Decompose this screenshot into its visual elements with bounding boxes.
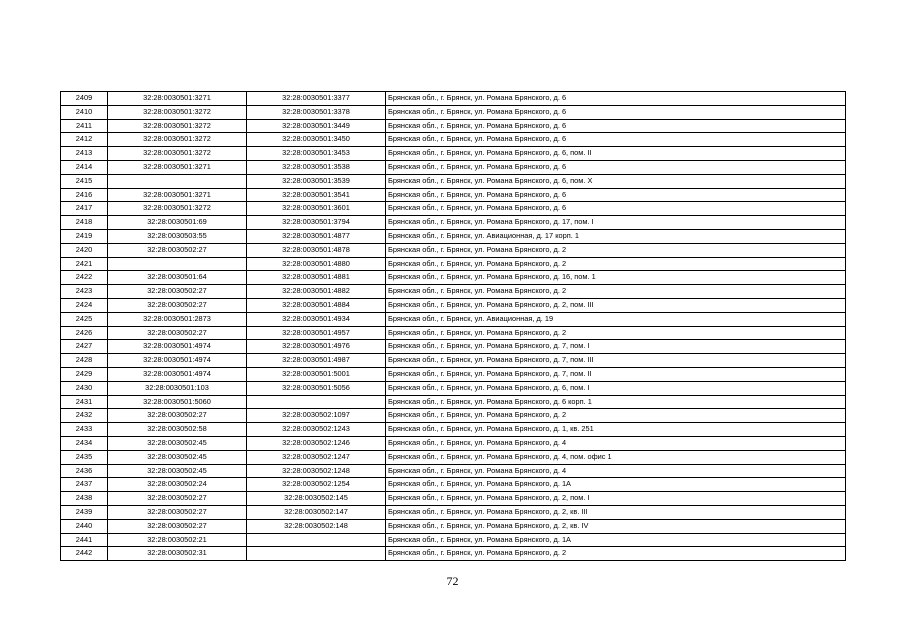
table-row — [61, 505, 846, 519]
address-cell: Брянская обл., г. Брянск, ул. Романа Брянского, д. 2, пом. I — [386, 492, 846, 506]
table-row — [61, 519, 846, 533]
row-number-cell: 2432 — [61, 409, 108, 423]
table-row — [61, 478, 846, 492]
table-row — [61, 436, 846, 450]
parcel-cadastral-number-cell: 32:28:0030502:27 — [108, 285, 247, 299]
parcel-cadastral-number-cell: 32:28:0030501:2873 — [108, 312, 247, 326]
object-cadastral-number-cell: 32:28:0030501:3378 — [247, 105, 386, 119]
table-row — [61, 367, 846, 381]
object-cadastral-number-cell: 32:28:0030501:3538 — [247, 160, 386, 174]
object-cadastral-number-cell: 32:28:0030501:4934 — [247, 312, 386, 326]
table-row — [61, 202, 846, 216]
address-cell: Брянская обл., г. Брянск, ул. Романа Брянского, д. 6 — [386, 119, 846, 133]
object-cadastral-number-cell: 32:28:0030501:4878 — [247, 243, 386, 257]
object-cadastral-number-cell: 32:28:0030501:5001 — [247, 367, 386, 381]
address-cell: Брянская обл., г. Брянск, ул. Романа Брянского, д. 2, кв. III — [386, 505, 846, 519]
object-cadastral-number-cell: 32:28:0030501:3539 — [247, 174, 386, 188]
row-number-cell: 2440 — [61, 519, 108, 533]
parcel-cadastral-number-cell: 32:28:0030501:3272 — [108, 147, 247, 161]
table-row — [61, 271, 846, 285]
row-number-cell: 2411 — [61, 119, 108, 133]
table-row — [61, 298, 846, 312]
address-cell: Брянская обл., г. Брянск, ул. Романа Брянского, д. 1А — [386, 478, 846, 492]
table-row — [61, 243, 846, 257]
row-number-cell: 2418 — [61, 216, 108, 230]
parcel-cadastral-number-cell: 32:28:0030502:27 — [108, 409, 247, 423]
row-number-cell: 2419 — [61, 229, 108, 243]
row-number-cell: 2412 — [61, 133, 108, 147]
registry-table-body — [61, 92, 846, 561]
address-cell: Брянская обл., г. Брянск, ул. Романа Брянского, д. 7, пом. II — [386, 367, 846, 381]
address-cell: Брянская обл., г. Брянск, ул. Романа Брянского, д. 6 — [386, 92, 846, 106]
address-cell: Брянская обл., г. Брянск, ул. Романа Брянского, д. 6 — [386, 188, 846, 202]
table-row — [61, 464, 846, 478]
address-cell: Брянская обл., г. Брянск, ул. Романа Брянского, д. 2, пом. III — [386, 298, 846, 312]
object-cadastral-number-cell: 32:28:0030501:4880 — [247, 257, 386, 271]
object-cadastral-number-cell — [247, 395, 386, 409]
parcel-cadastral-number-cell: 32:28:0030501:103 — [108, 381, 247, 395]
address-cell: Брянская обл., г. Брянск, ул. Романа Брянского, д. 4 — [386, 436, 846, 450]
table-row — [61, 160, 846, 174]
object-cadastral-number-cell: 32:28:0030501:4884 — [247, 298, 386, 312]
parcel-cadastral-number-cell: 32:28:0030502:27 — [108, 298, 247, 312]
address-cell: Брянская обл., г. Брянск, ул. Романа Брянского, д. 2 — [386, 409, 846, 423]
address-cell: Брянская обл., г. Брянск, ул. Романа Брянского, д. 6, пом. II — [386, 147, 846, 161]
parcel-cadastral-number-cell: 32:28:0030501:69 — [108, 216, 247, 230]
parcel-cadastral-number-cell: 32:28:0030502:21 — [108, 533, 247, 547]
table-row — [61, 326, 846, 340]
address-cell: Брянская обл., г. Брянск, ул. Романа Брянского, д. 17, пом. I — [386, 216, 846, 230]
table-row — [61, 174, 846, 188]
address-cell: Брянская обл., г. Брянск, ул. Романа Брянского, д. 7, пом. III — [386, 354, 846, 368]
row-number-cell: 2434 — [61, 436, 108, 450]
object-cadastral-number-cell: 32:28:0030501:3453 — [247, 147, 386, 161]
parcel-cadastral-number-cell: 32:28:0030501:3272 — [108, 105, 247, 119]
parcel-cadastral-number-cell: 32:28:0030501:3271 — [108, 160, 247, 174]
address-cell: Брянская обл., г. Брянск, ул. Романа Брянского, д. 6 — [386, 133, 846, 147]
object-cadastral-number-cell: 32:28:0030501:4877 — [247, 229, 386, 243]
parcel-cadastral-number-cell: 32:28:0030502:27 — [108, 505, 247, 519]
address-cell: Брянская обл., г. Брянск, ул. Романа Брянского, д. 1, кв. 251 — [386, 423, 846, 437]
parcel-cadastral-number-cell: 32:28:0030501:3272 — [108, 119, 247, 133]
address-cell: Брянская обл., г. Брянск, ул. Романа Брянского, д. 6 — [386, 160, 846, 174]
object-cadastral-number-cell — [247, 533, 386, 547]
cadastral-registry-table — [60, 91, 846, 561]
table-row — [61, 312, 846, 326]
row-number-cell: 2415 — [61, 174, 108, 188]
parcel-cadastral-number-cell: 32:28:0030501:5060 — [108, 395, 247, 409]
object-cadastral-number-cell: 32:28:0030501:3794 — [247, 216, 386, 230]
page-number: 72 — [446, 574, 459, 588]
row-number-cell: 2426 — [61, 326, 108, 340]
address-cell: Брянская обл., г. Брянск, ул. Романа Брянского, д. 2 — [386, 547, 846, 561]
row-number-cell: 2420 — [61, 243, 108, 257]
parcel-cadastral-number-cell — [108, 257, 247, 271]
parcel-cadastral-number-cell: 32:28:0030501:4974 — [108, 340, 247, 354]
parcel-cadastral-number-cell: 32:28:0030501:4974 — [108, 354, 247, 368]
object-cadastral-number-cell: 32:28:0030502:1248 — [247, 464, 386, 478]
table-row — [61, 133, 846, 147]
table-row — [61, 340, 846, 354]
row-number-cell: 2409 — [61, 92, 108, 106]
object-cadastral-number-cell: 32:28:0030502:1243 — [247, 423, 386, 437]
address-cell: Брянская обл., г. Брянск, ул. Романа Брянского, д. 6 корп. 1 — [386, 395, 846, 409]
object-cadastral-number-cell: 32:28:0030501:4976 — [247, 340, 386, 354]
table-row — [61, 450, 846, 464]
address-cell: Брянская обл., г. Брянск, ул. Романа Брянского, д. 4 — [386, 464, 846, 478]
object-cadastral-number-cell: 32:28:0030502:148 — [247, 519, 386, 533]
row-number-cell: 2435 — [61, 450, 108, 464]
row-number-cell: 2436 — [61, 464, 108, 478]
row-number-cell: 2438 — [61, 492, 108, 506]
object-cadastral-number-cell — [247, 547, 386, 561]
row-number-cell: 2423 — [61, 285, 108, 299]
object-cadastral-number-cell: 32:28:0030501:3377 — [247, 92, 386, 106]
parcel-cadastral-number-cell: 32:28:0030502:24 — [108, 478, 247, 492]
row-number-cell: 2427 — [61, 340, 108, 354]
parcel-cadastral-number-cell: 32:28:0030502:31 — [108, 547, 247, 561]
address-cell: Брянская обл., г. Брянск, ул. Авиационная, д. 17 корп. 1 — [386, 229, 846, 243]
object-cadastral-number-cell: 32:28:0030501:4987 — [247, 354, 386, 368]
parcel-cadastral-number-cell: 32:28:0030501:3272 — [108, 202, 247, 216]
parcel-cadastral-number-cell: 32:28:0030502:27 — [108, 492, 247, 506]
row-number-cell: 2421 — [61, 257, 108, 271]
row-number-cell: 2429 — [61, 367, 108, 381]
row-number-cell: 2417 — [61, 202, 108, 216]
row-number-cell: 2410 — [61, 105, 108, 119]
table-row — [61, 105, 846, 119]
row-number-cell: 2431 — [61, 395, 108, 409]
parcel-cadastral-number-cell: 32:28:0030502:27 — [108, 243, 247, 257]
table-row — [61, 381, 846, 395]
address-cell: Брянская обл., г. Брянск, ул. Романа Брянского, д. 2 — [386, 257, 846, 271]
table-row — [61, 285, 846, 299]
object-cadastral-number-cell: 32:28:0030502:1254 — [247, 478, 386, 492]
address-cell: Брянская обл., г. Брянск, ул. Романа Брянского, д. 7, пом. I — [386, 340, 846, 354]
object-cadastral-number-cell: 32:28:0030502:1247 — [247, 450, 386, 464]
table-row — [61, 533, 846, 547]
object-cadastral-number-cell: 32:28:0030502:1097 — [247, 409, 386, 423]
row-number-cell: 2437 — [61, 478, 108, 492]
row-number-cell: 2430 — [61, 381, 108, 395]
address-cell: Брянская обл., г. Брянск, ул. Романа Брянского, д. 6, пом. X — [386, 174, 846, 188]
address-cell: Брянская обл., г. Брянск, ул. Романа Брянского, д. 4, пом. офис 1 — [386, 450, 846, 464]
address-cell: Брянская обл., г. Брянск, ул. Романа Брянского, д. 2 — [386, 243, 846, 257]
address-cell: Брянская обл., г. Брянск, ул. Романа Брянского, д. 2, кв. IV — [386, 519, 846, 533]
parcel-cadastral-number-cell: 32:28:0030501:3271 — [108, 188, 247, 202]
table-row — [61, 354, 846, 368]
row-number-cell: 2413 — [61, 147, 108, 161]
address-cell: Брянская обл., г. Брянск, ул. Романа Брянского, д. 16, пом. 1 — [386, 271, 846, 285]
parcel-cadastral-number-cell: 32:28:0030502:45 — [108, 436, 247, 450]
table-row — [61, 547, 846, 561]
table-row — [61, 409, 846, 423]
table-row — [61, 119, 846, 133]
address-cell: Брянская обл., г. Брянск, ул. Романа Брянского, д. 2 — [386, 326, 846, 340]
object-cadastral-number-cell: 32:28:0030502:1246 — [247, 436, 386, 450]
row-number-cell: 2416 — [61, 188, 108, 202]
parcel-cadastral-number-cell: 32:28:0030502:45 — [108, 450, 247, 464]
parcel-cadastral-number-cell: 32:28:0030501:3272 — [108, 133, 247, 147]
table-row — [61, 492, 846, 506]
parcel-cadastral-number-cell — [108, 174, 247, 188]
parcel-cadastral-number-cell: 32:28:0030502:27 — [108, 326, 247, 340]
parcel-cadastral-number-cell: 32:28:0030501:3271 — [108, 92, 247, 106]
row-number-cell: 2442 — [61, 547, 108, 561]
parcel-cadastral-number-cell: 32:28:0030502:58 — [108, 423, 247, 437]
parcel-cadastral-number-cell: 32:28:0030502:27 — [108, 519, 247, 533]
table-row — [61, 257, 846, 271]
parcel-cadastral-number-cell: 32:28:0030501:4974 — [108, 367, 247, 381]
object-cadastral-number-cell: 32:28:0030502:145 — [247, 492, 386, 506]
table-row — [61, 395, 846, 409]
address-cell: Брянская обл., г. Брянск, ул. Романа Брянского, д. 6 — [386, 202, 846, 216]
row-number-cell: 2425 — [61, 312, 108, 326]
object-cadastral-number-cell: 32:28:0030501:3450 — [247, 133, 386, 147]
parcel-cadastral-number-cell: 32:28:0030502:45 — [108, 464, 247, 478]
object-cadastral-number-cell: 32:28:0030501:5056 — [247, 381, 386, 395]
table-row — [61, 229, 846, 243]
address-cell: Брянская обл., г. Брянск, ул. Романа Брянского, д. 1А — [386, 533, 846, 547]
row-number-cell: 2414 — [61, 160, 108, 174]
object-cadastral-number-cell: 32:28:0030501:3541 — [247, 188, 386, 202]
table-row — [61, 147, 846, 161]
object-cadastral-number-cell: 32:28:0030501:4957 — [247, 326, 386, 340]
row-number-cell: 2433 — [61, 423, 108, 437]
address-cell: Брянская обл., г. Брянск, ул. Романа Брянского, д. 6 — [386, 105, 846, 119]
row-number-cell: 2441 — [61, 533, 108, 547]
parcel-cadastral-number-cell: 32:28:0030501:64 — [108, 271, 247, 285]
row-number-cell: 2422 — [61, 271, 108, 285]
table-row — [61, 188, 846, 202]
address-cell: Брянская обл., г. Брянск, ул. Романа Брянского, д. 2 — [386, 285, 846, 299]
row-number-cell: 2424 — [61, 298, 108, 312]
row-number-cell: 2439 — [61, 505, 108, 519]
table-row — [61, 216, 846, 230]
table-row — [61, 423, 846, 437]
parcel-cadastral-number-cell: 32:28:0030503:55 — [108, 229, 247, 243]
object-cadastral-number-cell: 32:28:0030501:3449 — [247, 119, 386, 133]
object-cadastral-number-cell: 32:28:0030502:147 — [247, 505, 386, 519]
address-cell: Брянская обл., г. Брянск, ул. Авиационная, д. 19 — [386, 312, 846, 326]
row-number-cell: 2428 — [61, 354, 108, 368]
object-cadastral-number-cell: 32:28:0030501:4881 — [247, 271, 386, 285]
object-cadastral-number-cell: 32:28:0030501:3601 — [247, 202, 386, 216]
table-row — [61, 92, 846, 106]
address-cell: Брянская обл., г. Брянск, ул. Романа Брянского, д. 6, пом. I — [386, 381, 846, 395]
object-cadastral-number-cell: 32:28:0030501:4882 — [247, 285, 386, 299]
